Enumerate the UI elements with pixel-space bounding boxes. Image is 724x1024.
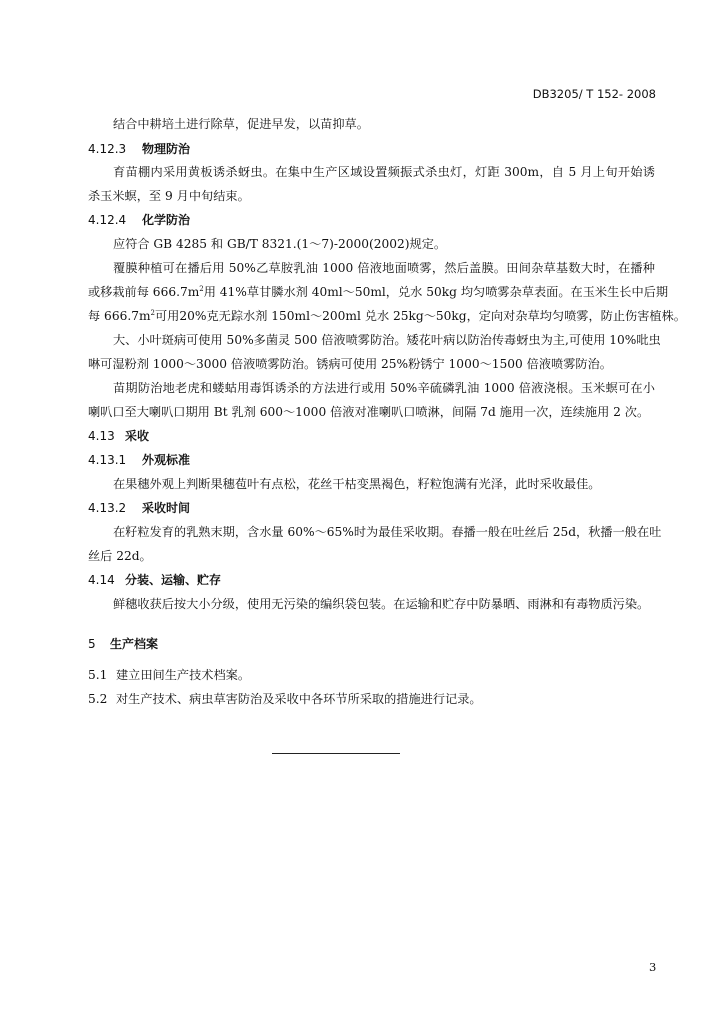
- section-title: 物理防治: [142, 142, 191, 156]
- text-span: 用 41%草甘膦水剂 40ml～50ml，兑水 50kg 均匀喷雾杂草表面。在玉米生长中后期: [203, 285, 669, 299]
- section-number: 4.12.4: [88, 213, 127, 227]
- page-number: 3: [649, 960, 657, 974]
- clause-text: 对生产技术、病虫草害防治及采收中各环节所采取的措施进行记录。: [116, 692, 482, 706]
- section-number: 4.13.1: [88, 453, 127, 467]
- paragraph-line: 杀玉米螟，至 9 月中旬结束。: [88, 189, 250, 203]
- paragraph-line: [88, 283, 669, 300]
- section-heading-4-13: [88, 427, 149, 444]
- superscript: 2: [150, 308, 155, 317]
- section-heading-4-14: [88, 571, 221, 588]
- paragraph-line: 苗期防治地老虎和蝼蛄用毒饵诱杀的方法进行或用 50%辛硫磷乳油 1000 倍液浇根。玉米螟可在小: [113, 381, 655, 395]
- clause-5-2: [88, 690, 482, 707]
- clause-number: 5.1: [88, 668, 108, 682]
- section-title: 化学防治: [142, 213, 191, 227]
- paragraph-line: 育苗棚内采用黄板诱杀蚜虫。在集中生产区域设置频振式杀虫灯，灯距 300m，自 5 月上旬开始诱: [113, 165, 655, 179]
- text-span: 或移栽前每 666.7m: [88, 285, 200, 299]
- document-code: DB3205/ T 152- 2008: [532, 87, 656, 101]
- superscript: 2: [199, 284, 204, 293]
- section-number: 4.13: [88, 429, 115, 443]
- section-heading-4-13-2: [88, 499, 190, 516]
- paragraph-line: 啉可湿粉剂 1000～3000 倍液喷雾防治。锈病可使用 25%粉锈宁 1000～1500 倍液喷雾防治。: [88, 357, 612, 371]
- section-heading-5: [88, 635, 158, 652]
- clause-5-1: [88, 666, 250, 683]
- end-rule: [272, 753, 400, 754]
- section-title: 外观标准: [142, 453, 191, 467]
- section-title: 采收时间: [142, 501, 191, 515]
- section-heading-4-12-3: [88, 140, 190, 157]
- text-span: 每 666.7m: [88, 309, 151, 323]
- section-number: 5: [88, 637, 96, 651]
- paragraph-line: 丝后 22d。: [88, 549, 152, 563]
- section-heading-4-12-4: [88, 211, 190, 228]
- section-number: 4.12.3: [88, 142, 127, 156]
- paragraph-line: 在籽粒发育的乳熟末期，含水量 60%～65%时为最佳采收期。春播一般在吐丝后 25d，秋播一般在吐: [113, 525, 662, 539]
- section-heading-4-13-1: [88, 451, 190, 468]
- section-number: 4.13.2: [88, 501, 127, 515]
- section-title: 分装、运输、贮存: [125, 573, 222, 587]
- paragraph-line: 应符合 GB 4285 和 GB/T 8321.(1～7)-2000(2002)规定。: [113, 237, 447, 251]
- text-span: 可用20%克无踪水剂 150ml～200ml 兑水 25kg～50kg，定向对杂草均匀喷雾，防止伤害植株。: [154, 309, 686, 323]
- clause-text: 建立田间生产技术档案。: [116, 668, 251, 682]
- section-title: 采收: [125, 429, 150, 443]
- section-title: 生产档案: [110, 637, 159, 651]
- paragraph-line: 覆膜种植可在播后用 50%乙草胺乳油 1000 倍液地面喷雾，然后盖膜。田间杂草基数大时，在播种: [113, 261, 655, 275]
- paragraph-line: 结合中耕培土进行除草，促进早发，以苗抑草。: [113, 117, 369, 131]
- paragraph-line: 鲜穗收获后按大小分级，使用无污染的编织袋包装。在运输和贮存中防暴晒、雨淋和有毒物质污染。: [113, 597, 650, 611]
- paragraph-line: 喇叭口至大喇叭口期用 Bt 乳剂 600～1000 倍液对准喇叭口喷淋，间隔 7d 施用一次，连续施用 2 次。: [88, 405, 650, 419]
- paragraph-line: 大、小叶斑病可使用 50%多菌灵 500 倍液喷雾防治。矮花叶病以防治传毒蚜虫为主,可使用 10%吡虫: [113, 333, 661, 347]
- paragraph-line: 在果穗外观上判断果穗苞叶有点松，花丝干枯变黑褐色，籽粒饱满有光泽，此时采收最佳。: [113, 477, 601, 491]
- section-number: 4.14: [88, 573, 115, 587]
- paragraph-line: [88, 307, 686, 324]
- clause-number: 5.2: [88, 692, 108, 706]
